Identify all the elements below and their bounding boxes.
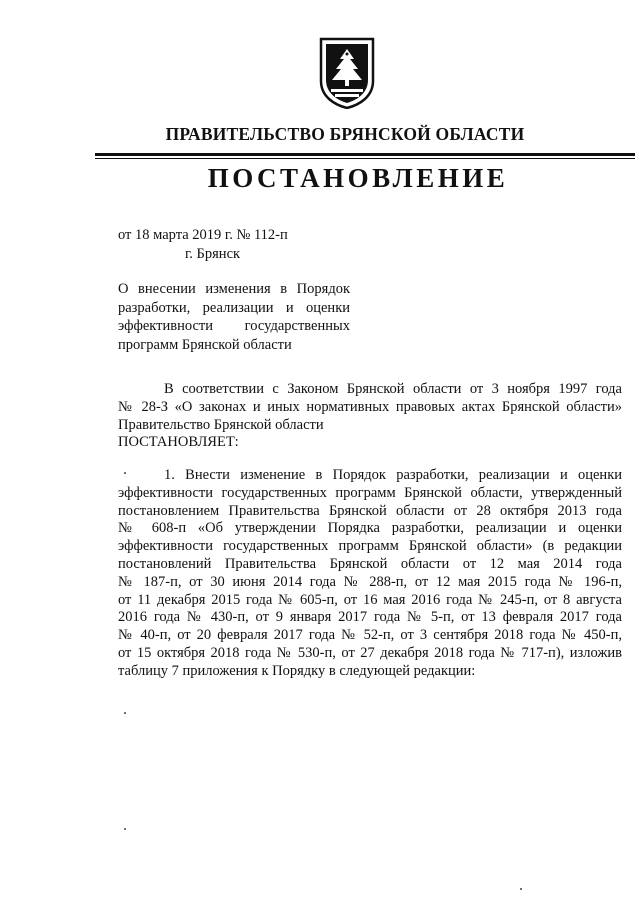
subject-line: О внесении изменения в Порядок — [118, 281, 350, 297]
item-line: 1. Внести изменение в Порядок разработки, реализации и оценки — [164, 467, 622, 483]
scan-speck — [124, 712, 126, 714]
document-date-number: от 18 марта 2019 г. № 112-п — [118, 227, 288, 243]
subject-line: эффективности государственных — [118, 318, 350, 334]
scan-speck — [124, 828, 126, 830]
document-title: ПОСТАНОВЛЕНИЕ — [207, 163, 509, 193]
item-line: № 608-п «Об утверждении Порядка разработки, реализации и оценки — [118, 520, 622, 537]
item-line: № 187-п, от 30 июня 2014 года № 288-п, от 12 мая 2015 года № 196-п, — [118, 573, 622, 590]
header-rule-thick — [95, 153, 635, 156]
header-rule-thin — [95, 158, 635, 159]
scan-speck — [124, 472, 126, 474]
item-line: таблицу 7 приложения к Порядку в следующей редакции: — [118, 662, 476, 679]
document-subject — [118, 280, 350, 354]
preamble-paragraph — [118, 381, 622, 452]
scan-speck — [520, 888, 522, 890]
document-city: г. Брянск — [185, 246, 241, 262]
item-line: эффективности государственных программ Брянской области, утвержденный — [118, 484, 622, 501]
government-name: ПРАВИТЕЛЬСТВО БРЯНСКОЙ ОБЛАСТИ — [165, 124, 525, 144]
item-line: 2016 года № 430-п, от 9 января 2017 года № 5-п, от 13 февраля 2017 года — [118, 609, 622, 626]
item-line: постановлений Правительства Брянской области от 12 мая 2014 года — [118, 555, 622, 572]
item-1-paragraph — [118, 467, 622, 681]
decree-word: ПОСТАНОВЛЯЕТ: — [118, 434, 239, 451]
item-line: № 40-п, от 20 февраля 2017 года № 52-п, от 3 сентября 2018 года № 450-п, — [118, 627, 622, 644]
preamble-line: Правительство Брянской области — [118, 416, 324, 433]
preamble-line: № 28-З «О законах и иных нормативных правовых актах Брянской области» — [118, 398, 622, 415]
item-line: от 11 декабря 2015 года № 605-п, от 16 мая 2016 года № 245-п, от 8 августа — [118, 591, 622, 608]
preamble-line: В соответствии с Законом Брянской области от 3 ноября 1997 года — [164, 381, 622, 397]
subject-line: разработки, реализации и оценки — [118, 299, 350, 316]
item-line: постановлением Правительства Брянской области от 28 октября 2013 года — [118, 502, 622, 519]
bryansk-coat-of-arms-icon — [317, 37, 377, 109]
item-line: эффективности государственных программ Брянской области» (в редакции — [118, 538, 622, 555]
item-line: от 15 октября 2018 года № 530-п, от 27 декабря 2018 года № 717-п), изложив — [118, 644, 622, 661]
subject-line: программ Брянской области — [118, 336, 292, 353]
